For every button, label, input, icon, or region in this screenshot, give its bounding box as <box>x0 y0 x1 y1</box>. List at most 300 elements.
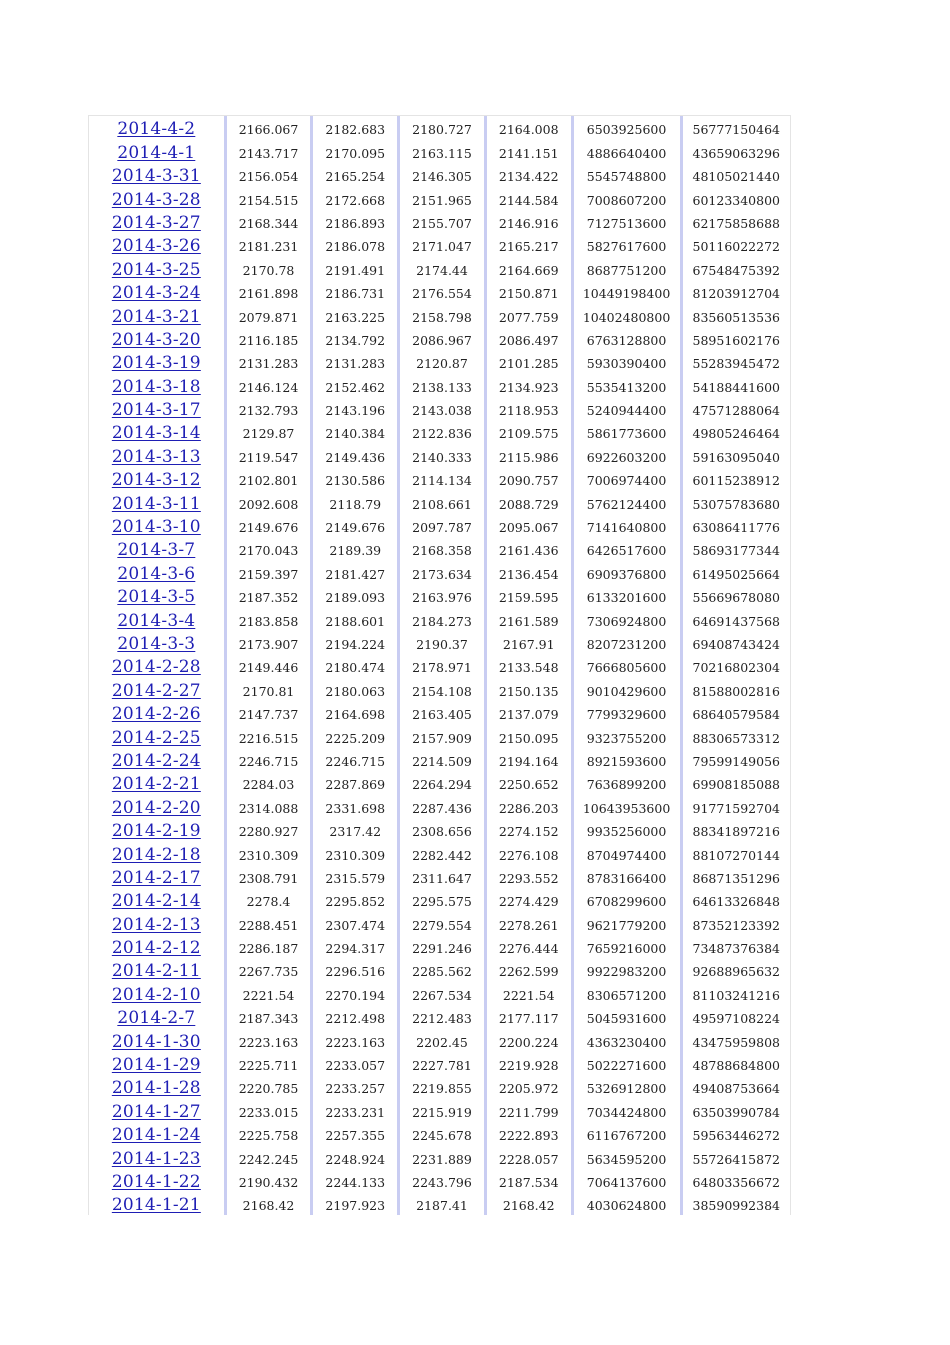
amount-cell: 63086411776 <box>681 514 790 537</box>
close-cell: 2212.483 <box>399 1005 486 1028</box>
date-cell <box>89 865 225 888</box>
date-link[interactable]: 2014-3-11 <box>111 493 201 514</box>
close-cell: 2173.634 <box>399 560 486 583</box>
table-row <box>89 701 790 724</box>
volume-cell: 9010429600 <box>572 677 681 700</box>
open-cell: 2225.758 <box>225 1122 312 1145</box>
amount-cell: 49805246464 <box>681 420 790 443</box>
date-link[interactable]: 2014-2-26 <box>111 704 201 725</box>
close-cell: 2178.971 <box>399 654 486 677</box>
amount-cell: 48788684800 <box>681 1052 790 1075</box>
volume-cell: 10449198400 <box>572 280 681 303</box>
high-cell: 2140.384 <box>312 420 399 443</box>
date-cell <box>89 724 225 747</box>
date-cell <box>89 1005 225 1028</box>
date-cell <box>89 139 225 162</box>
low-cell: 2167.91 <box>485 631 572 654</box>
table-row <box>89 981 790 1004</box>
low-cell: 2228.057 <box>485 1145 572 1168</box>
low-cell: 2168.42 <box>485 1192 572 1215</box>
date-link[interactable]: 2014-2-21 <box>111 774 201 795</box>
open-cell: 2225.711 <box>225 1052 312 1075</box>
amount-cell: 55669678080 <box>681 584 790 607</box>
date-link[interactable]: 2014-1-23 <box>111 1148 201 1169</box>
close-cell: 2231.889 <box>399 1145 486 1168</box>
table-row <box>89 584 790 607</box>
table-row <box>89 1052 790 1075</box>
open-cell: 2221.54 <box>225 981 312 1004</box>
volume-cell: 8207231200 <box>572 631 681 654</box>
low-cell: 2278.261 <box>485 911 572 934</box>
table-row <box>89 397 790 420</box>
date-cell <box>89 1075 225 1098</box>
volume-cell: 6922603200 <box>572 443 681 466</box>
date-link[interactable]: 2014-3-17 <box>111 400 201 421</box>
table-row <box>89 139 790 162</box>
volume-cell: 7799329600 <box>572 701 681 724</box>
high-cell: 2130.586 <box>312 467 399 490</box>
date-cell <box>89 771 225 794</box>
low-cell: 2150.871 <box>485 280 572 303</box>
high-cell: 2180.474 <box>312 654 399 677</box>
amount-cell: 81103241216 <box>681 981 790 1004</box>
amount-cell: 83560513536 <box>681 303 790 326</box>
volume-cell: 6763128800 <box>572 327 681 350</box>
open-cell: 2161.898 <box>225 280 312 303</box>
date-link[interactable]: 2014-1-27 <box>111 1101 201 1122</box>
close-cell: 2227.781 <box>399 1052 486 1075</box>
high-cell: 2194.224 <box>312 631 399 654</box>
date-cell <box>89 163 225 186</box>
open-cell: 2170.81 <box>225 677 312 700</box>
date-cell <box>89 256 225 279</box>
table-row <box>89 443 790 466</box>
open-cell: 2170.043 <box>225 537 312 560</box>
high-cell: 2170.095 <box>312 139 399 162</box>
volume-cell: 9935256000 <box>572 818 681 841</box>
low-cell: 2205.972 <box>485 1075 572 1098</box>
date-cell <box>89 1122 225 1145</box>
volume-cell: 5022271600 <box>572 1052 681 1075</box>
amount-cell: 60115238912 <box>681 467 790 490</box>
date-link[interactable]: 2014-4-2 <box>117 119 196 140</box>
high-cell: 2149.676 <box>312 514 399 537</box>
date-link[interactable]: 2014-2-14 <box>111 891 201 912</box>
low-cell: 2159.595 <box>485 584 572 607</box>
table-row <box>89 1192 790 1215</box>
amount-cell: 55726415872 <box>681 1145 790 1168</box>
date-link[interactable]: 2014-3-13 <box>111 446 201 467</box>
volume-cell: 5762124400 <box>572 490 681 513</box>
table-row <box>89 116 790 139</box>
amount-cell: 91771592704 <box>681 794 790 817</box>
date-cell <box>89 748 225 771</box>
date-link[interactable]: 2014-2-10 <box>111 984 201 1005</box>
date-cell <box>89 210 225 233</box>
volume-cell: 7659216000 <box>572 935 681 958</box>
volume-cell: 7034424800 <box>572 1098 681 1121</box>
high-cell: 2143.196 <box>312 397 399 420</box>
volume-cell: 9323755200 <box>572 724 681 747</box>
open-cell: 2310.309 <box>225 841 312 864</box>
close-cell: 2163.405 <box>399 701 486 724</box>
amount-cell: 67548475392 <box>681 256 790 279</box>
high-cell: 2212.498 <box>312 1005 399 1028</box>
open-cell: 2242.245 <box>225 1145 312 1168</box>
table-row <box>89 420 790 443</box>
low-cell: 2194.164 <box>485 748 572 771</box>
high-cell: 2118.79 <box>312 490 399 513</box>
close-cell: 2279.554 <box>399 911 486 934</box>
table-row <box>89 958 790 981</box>
date-link[interactable]: 2014-3-27 <box>111 212 201 233</box>
date-cell <box>89 373 225 396</box>
high-cell: 2246.715 <box>312 748 399 771</box>
date-cell <box>89 560 225 583</box>
volume-cell: 8704974400 <box>572 841 681 864</box>
low-cell: 2134.422 <box>485 163 572 186</box>
amount-cell: 54188441600 <box>681 373 790 396</box>
high-cell: 2233.057 <box>312 1052 399 1075</box>
low-cell: 2276.108 <box>485 841 572 864</box>
low-cell: 2164.008 <box>485 116 572 139</box>
high-cell: 2181.427 <box>312 560 399 583</box>
close-cell: 2311.647 <box>399 865 486 888</box>
high-cell: 2180.063 <box>312 677 399 700</box>
date-cell <box>89 935 225 958</box>
date-link[interactable]: 2014-3-18 <box>111 376 201 397</box>
date-cell <box>89 467 225 490</box>
table-row <box>89 607 790 630</box>
volume-cell: 6426517600 <box>572 537 681 560</box>
high-cell: 2189.093 <box>312 584 399 607</box>
date-link[interactable]: 2014-3-28 <box>111 189 201 210</box>
table-row <box>89 233 790 256</box>
volume-cell: 7636899200 <box>572 771 681 794</box>
date-cell <box>89 1169 225 1192</box>
volume-cell: 8921593600 <box>572 748 681 771</box>
date-link[interactable]: 2014-4-1 <box>117 142 196 163</box>
date-cell <box>89 701 225 724</box>
close-cell: 2163.115 <box>399 139 486 162</box>
open-cell: 2132.793 <box>225 397 312 420</box>
close-cell: 2114.134 <box>399 467 486 490</box>
date-link[interactable]: 2014-1-28 <box>111 1078 201 1099</box>
close-cell: 2108.661 <box>399 490 486 513</box>
high-cell: 2131.283 <box>312 350 399 373</box>
close-cell: 2154.108 <box>399 677 486 700</box>
volume-cell: 8306571200 <box>572 981 681 1004</box>
volume-cell: 8783166400 <box>572 865 681 888</box>
low-cell: 2109.575 <box>485 420 572 443</box>
open-cell: 2168.344 <box>225 210 312 233</box>
close-cell: 2285.562 <box>399 958 486 981</box>
date-link[interactable]: 2014-3-5 <box>117 587 196 608</box>
date-link[interactable]: 2014-3-20 <box>111 329 201 350</box>
low-cell: 2134.923 <box>485 373 572 396</box>
volume-cell: 9621779200 <box>572 911 681 934</box>
date-link[interactable]: 2014-3-24 <box>111 283 201 304</box>
table-row <box>89 186 790 209</box>
table-body <box>89 116 790 1215</box>
low-cell: 2219.928 <box>485 1052 572 1075</box>
amount-cell: 58693177344 <box>681 537 790 560</box>
table-row <box>89 327 790 350</box>
date-link[interactable]: 2014-2-18 <box>111 844 201 865</box>
date-cell <box>89 116 225 139</box>
close-cell: 2190.37 <box>399 631 486 654</box>
low-cell: 2177.117 <box>485 1005 572 1028</box>
amount-cell: 50116022272 <box>681 233 790 256</box>
date-link[interactable]: 2014-2-7 <box>117 1008 196 1029</box>
high-cell: 2331.698 <box>312 794 399 817</box>
low-cell: 2211.799 <box>485 1098 572 1121</box>
low-cell: 2187.534 <box>485 1169 572 1192</box>
table-row <box>89 1122 790 1145</box>
date-link[interactable]: 2014-3-10 <box>111 517 201 538</box>
low-cell: 2118.953 <box>485 397 572 420</box>
date-link[interactable]: 2014-3-3 <box>117 633 196 654</box>
amount-cell: 68640579584 <box>681 701 790 724</box>
low-cell: 2144.584 <box>485 186 572 209</box>
table-row <box>89 1075 790 1098</box>
volume-cell: 7306924800 <box>572 607 681 630</box>
amount-cell: 69408743424 <box>681 631 790 654</box>
low-cell: 2161.436 <box>485 537 572 560</box>
low-cell: 2137.079 <box>485 701 572 724</box>
high-cell: 2134.792 <box>312 327 399 350</box>
high-cell: 2186.078 <box>312 233 399 256</box>
volume-cell: 9922983200 <box>572 958 681 981</box>
volume-cell: 6708299600 <box>572 888 681 911</box>
close-cell: 2171.047 <box>399 233 486 256</box>
date-link[interactable]: 2014-3-4 <box>117 610 196 631</box>
amount-cell: 55283945472 <box>681 350 790 373</box>
amount-cell: 38590992384 <box>681 1192 790 1215</box>
date-link[interactable]: 2014-2-28 <box>111 657 201 678</box>
high-cell: 2294.317 <box>312 935 399 958</box>
amount-cell: 43475959808 <box>681 1028 790 1051</box>
close-cell: 2168.358 <box>399 537 486 560</box>
open-cell: 2119.547 <box>225 443 312 466</box>
open-cell: 2314.088 <box>225 794 312 817</box>
high-cell: 2244.133 <box>312 1169 399 1192</box>
table-row <box>89 794 790 817</box>
volume-cell: 5545748800 <box>572 163 681 186</box>
close-cell: 2158.798 <box>399 303 486 326</box>
high-cell: 2149.436 <box>312 443 399 466</box>
high-cell: 2307.474 <box>312 911 399 934</box>
table-row <box>89 1098 790 1121</box>
date-link[interactable]: 2014-2-17 <box>111 867 201 888</box>
table-row <box>89 256 790 279</box>
low-cell: 2274.429 <box>485 888 572 911</box>
close-cell: 2245.678 <box>399 1122 486 1145</box>
amount-cell: 88107270144 <box>681 841 790 864</box>
date-cell <box>89 911 225 934</box>
date-link[interactable]: 2014-1-30 <box>111 1031 201 1052</box>
date-cell <box>89 818 225 841</box>
date-link[interactable]: 2014-2-11 <box>111 961 201 982</box>
table-row <box>89 771 790 794</box>
volume-cell: 5535413200 <box>572 373 681 396</box>
volume-cell: 4363230400 <box>572 1028 681 1051</box>
close-cell: 2243.796 <box>399 1169 486 1192</box>
high-cell: 2172.668 <box>312 186 399 209</box>
table-row <box>89 373 790 396</box>
table-row <box>89 1145 790 1168</box>
high-cell: 2163.225 <box>312 303 399 326</box>
date-link[interactable]: 2014-1-21 <box>111 1195 201 1216</box>
table-row <box>89 1028 790 1051</box>
open-cell: 2149.446 <box>225 654 312 677</box>
open-cell: 2092.608 <box>225 490 312 513</box>
close-cell: 2187.41 <box>399 1192 486 1215</box>
high-cell: 2182.683 <box>312 116 399 139</box>
date-cell <box>89 397 225 420</box>
table-row <box>89 748 790 771</box>
close-cell: 2140.333 <box>399 443 486 466</box>
low-cell: 2095.067 <box>485 514 572 537</box>
date-link[interactable]: 2014-2-24 <box>111 750 201 771</box>
date-link[interactable]: 2014-3-7 <box>117 540 196 561</box>
high-cell: 2191.491 <box>312 256 399 279</box>
date-link[interactable]: 2014-2-27 <box>111 680 201 701</box>
table-row <box>89 1169 790 1192</box>
date-link[interactable]: 2014-3-25 <box>111 259 201 280</box>
date-link[interactable]: 2014-3-26 <box>111 236 201 257</box>
high-cell: 2186.731 <box>312 280 399 303</box>
table-row <box>89 818 790 841</box>
open-cell: 2286.187 <box>225 935 312 958</box>
open-cell: 2156.054 <box>225 163 312 186</box>
open-cell: 2278.4 <box>225 888 312 911</box>
volume-cell: 4030624800 <box>572 1192 681 1215</box>
close-cell: 2086.967 <box>399 327 486 350</box>
open-cell: 2143.717 <box>225 139 312 162</box>
date-link[interactable]: 2014-3-21 <box>111 306 201 327</box>
date-cell <box>89 1052 225 1075</box>
volume-cell: 5930390400 <box>572 350 681 373</box>
daily-quotes-table <box>89 116 790 1215</box>
low-cell: 2090.757 <box>485 467 572 490</box>
date-cell <box>89 233 225 256</box>
close-cell: 2184.273 <box>399 607 486 630</box>
date-link[interactable]: 2014-2-13 <box>111 914 201 935</box>
close-cell: 2120.87 <box>399 350 486 373</box>
amount-cell: 73487376384 <box>681 935 790 958</box>
low-cell: 2221.54 <box>485 981 572 1004</box>
low-cell: 2161.589 <box>485 607 572 630</box>
date-link[interactable]: 2014-3-19 <box>111 353 201 374</box>
date-link[interactable]: 2014-2-20 <box>111 797 201 818</box>
high-cell: 2197.923 <box>312 1192 399 1215</box>
volume-cell: 5861773600 <box>572 420 681 443</box>
date-link[interactable]: 2014-1-24 <box>111 1125 201 1146</box>
high-cell: 2189.39 <box>312 537 399 560</box>
low-cell: 2200.224 <box>485 1028 572 1051</box>
table-row <box>89 935 790 958</box>
date-link[interactable]: 2014-3-12 <box>111 470 201 491</box>
close-cell: 2282.442 <box>399 841 486 864</box>
amount-cell: 63503990784 <box>681 1098 790 1121</box>
date-link[interactable]: 2014-3-31 <box>111 166 201 187</box>
table-row <box>89 724 790 747</box>
open-cell: 2220.785 <box>225 1075 312 1098</box>
volume-cell: 5634595200 <box>572 1145 681 1168</box>
low-cell: 2250.652 <box>485 771 572 794</box>
high-cell: 2164.698 <box>312 701 399 724</box>
table-row <box>89 841 790 864</box>
date-cell <box>89 654 225 677</box>
amount-cell: 49597108224 <box>681 1005 790 1028</box>
open-cell: 2187.343 <box>225 1005 312 1028</box>
open-cell: 2187.352 <box>225 584 312 607</box>
volume-cell: 7141640800 <box>572 514 681 537</box>
amount-cell: 64613326848 <box>681 888 790 911</box>
high-cell: 2165.254 <box>312 163 399 186</box>
close-cell: 2180.727 <box>399 116 486 139</box>
amount-cell: 87352123392 <box>681 911 790 934</box>
table-row <box>89 303 790 326</box>
amount-cell: 64691437568 <box>681 607 790 630</box>
volume-cell: 6909376800 <box>572 560 681 583</box>
open-cell: 2183.858 <box>225 607 312 630</box>
amount-cell: 88341897216 <box>681 818 790 841</box>
date-link[interactable]: 2014-1-29 <box>111 1055 201 1076</box>
table-row <box>89 163 790 186</box>
date-link[interactable]: 2014-2-25 <box>111 727 201 748</box>
low-cell: 2136.454 <box>485 560 572 583</box>
close-cell: 2146.305 <box>399 163 486 186</box>
amount-cell: 60123340800 <box>681 186 790 209</box>
volume-cell: 5827617600 <box>572 233 681 256</box>
volume-cell: 10402480800 <box>572 303 681 326</box>
high-cell: 2186.893 <box>312 210 399 233</box>
date-cell <box>89 677 225 700</box>
low-cell: 2146.916 <box>485 210 572 233</box>
low-cell: 2150.135 <box>485 677 572 700</box>
volume-cell: 8687751200 <box>572 256 681 279</box>
low-cell: 2286.203 <box>485 794 572 817</box>
table-row <box>89 490 790 513</box>
high-cell: 2295.852 <box>312 888 399 911</box>
low-cell: 2165.217 <box>485 233 572 256</box>
amount-cell: 47571288064 <box>681 397 790 420</box>
low-cell: 2141.151 <box>485 139 572 162</box>
date-link[interactable]: 2014-1-22 <box>111 1171 201 1192</box>
date-cell <box>89 981 225 1004</box>
date-cell <box>89 584 225 607</box>
open-cell: 2190.432 <box>225 1169 312 1192</box>
amount-cell: 69908185088 <box>681 771 790 794</box>
date-cell <box>89 280 225 303</box>
amount-cell: 49408753664 <box>681 1075 790 1098</box>
low-cell: 2276.444 <box>485 935 572 958</box>
date-cell <box>89 350 225 373</box>
amount-cell: 70216802304 <box>681 654 790 677</box>
date-cell <box>89 537 225 560</box>
date-link[interactable]: 2014-3-6 <box>117 563 196 584</box>
low-cell: 2293.552 <box>485 865 572 888</box>
date-link[interactable]: 2014-2-12 <box>111 938 201 959</box>
date-link[interactable]: 2014-2-19 <box>111 821 201 842</box>
high-cell: 2315.579 <box>312 865 399 888</box>
stock-data-sheet <box>88 115 791 1215</box>
amount-cell: 61495025664 <box>681 560 790 583</box>
date-cell <box>89 303 225 326</box>
date-link[interactable]: 2014-3-14 <box>111 423 201 444</box>
